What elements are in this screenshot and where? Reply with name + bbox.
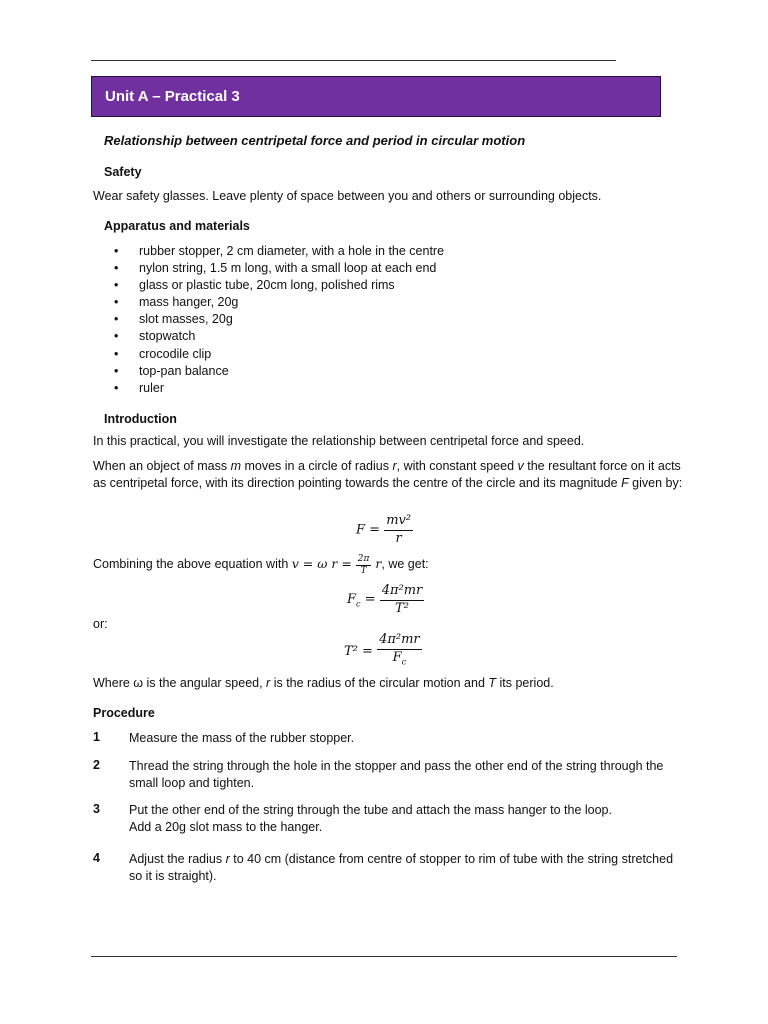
equation-period: T² = $\frac{\text{4π²mr}}{F_c}$ [344,632,420,667]
intro-paragraph-1: In this practical, you will investigate the relationship between centripetal force and speed. [93,434,585,448]
apparatus-heading: Apparatus and materials [104,219,250,233]
apparatus-list [114,243,444,397]
step-text: Put the other end of the string through the tube and attach the mass hanger to the loop. Add a 20g slot mass to the hanger. [129,803,612,834]
equation-force: F = $\frac{\text{mv²}}{r}$ [356,513,412,546]
step-text: Adjust the radius r to 40 cm (distance from centre of stopper to rim of tube with the string stretched so it is straight). [129,852,674,883]
step-number: 2 [93,758,100,772]
or-label: or: [93,617,108,631]
banner-title: Unit A – Practical 3 [105,88,240,105]
bullet-icon: • [114,329,119,344]
bullet-icon: • [114,312,119,327]
bullet-icon: • [114,380,119,395]
safety-text: Wear safety glasses. Leave plenty of space between you and others or surrounding objects. [93,189,602,203]
step-text: Measure the mass of the rubber stopper. [129,731,355,745]
safety-heading: Safety [104,165,142,179]
unit-banner [91,76,661,117]
list-item: • stopwatch [114,329,196,344]
list-item: • ruler [114,380,165,395]
bullet-icon: • [114,295,119,310]
procedure-heading: Procedure [93,706,155,720]
step-number: 3 [93,802,100,816]
step-text: Thread the string through the hole in the stopper and pass the other end of the string through the small loop and tighten. [129,759,664,790]
step-number: 4 [93,851,100,865]
list-item: • crocodile clip [114,346,212,361]
where-sentence: Where ω is the angular speed, r is the radius of the circular motion and T its period. [93,676,554,690]
bullet-icon: • [114,363,119,378]
list-item: • nylon string, 1.5 m long, with a small loop at each end [114,261,437,276]
bullet-icon: • [114,244,119,258]
step-number: 1 [93,730,100,744]
list-item: • glass or plastic tube, 20cm long, polished rims [114,278,395,293]
equation-centripetal-force: $F_c$ = $\frac{\text{4π²mr}}{\text{T²}}$ [347,583,423,616]
list-item: • rubber stopper, 2 cm diameter, with a hole in the centre [114,244,445,258]
list-item: • top-pan balance [114,363,229,378]
footer-rule [91,956,677,957]
list-item: • slot masses, 20g [114,312,233,327]
bullet-icon: • [114,346,119,361]
intro-paragraph-2: When an object of mass m moves in a circle of radius r, with constant speed v the resultant force on it acts as centripetal force, with its direction pointing towards the centre of the circle and its magnitude F given by: [93,459,683,490]
introduction-heading: Introduction [104,412,177,426]
practical-subtitle: Relationship between centripetal force and period in circular motion [104,133,526,148]
bullet-icon: • [114,278,119,293]
list-item: • mass hanger, 20g [114,295,239,310]
bullet-icon: • [114,261,119,276]
header-rule [91,60,616,61]
combining-sentence: Combining the above equation with v = ω r = $\frac{2\pi}{T}$ r, we get: [93,553,429,576]
